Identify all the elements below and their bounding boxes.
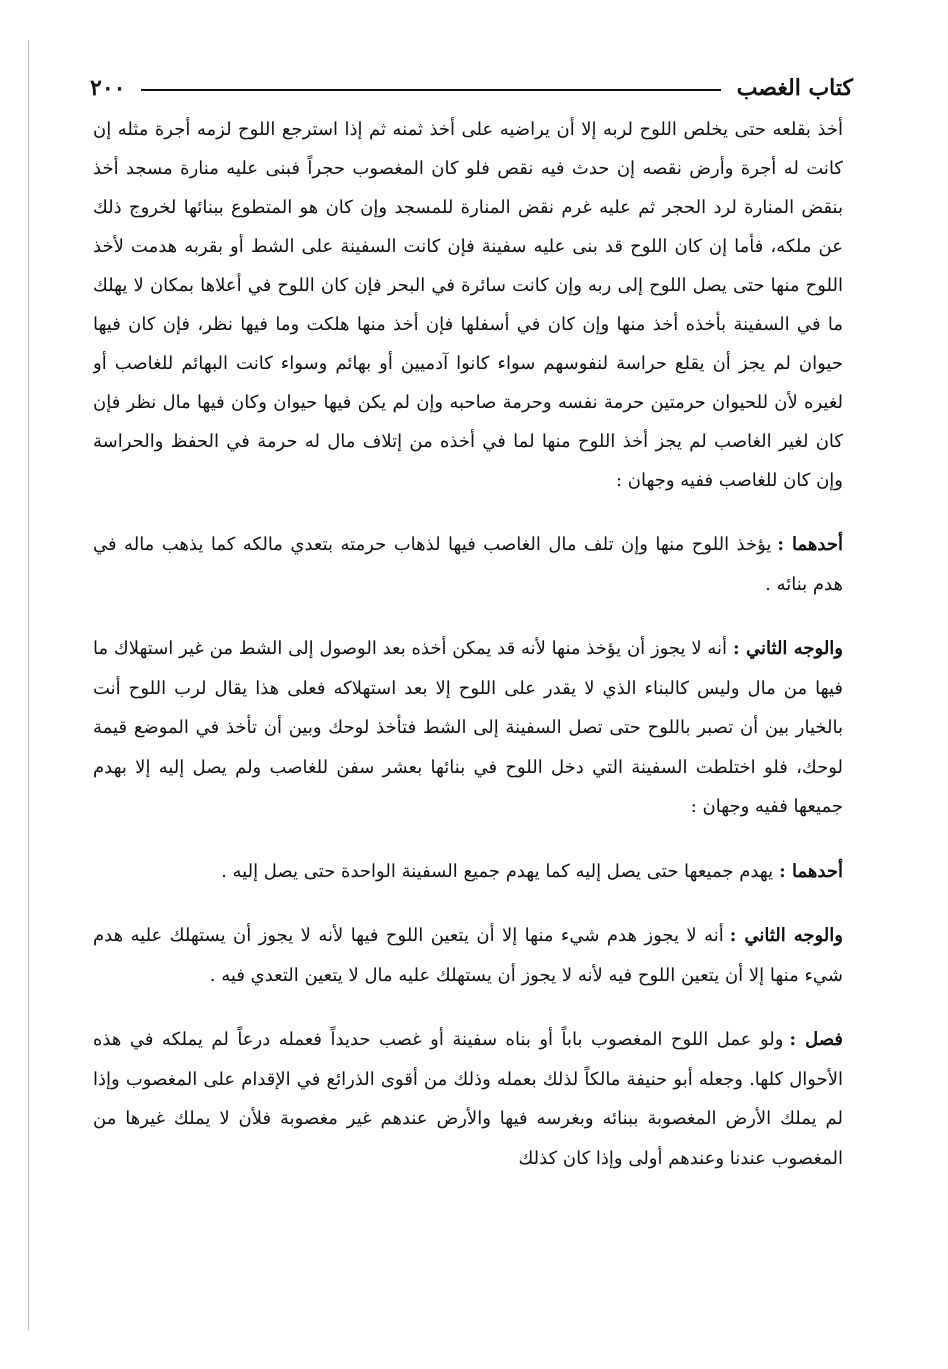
- paragraph: [93, 525, 843, 604]
- paragraph: [93, 110, 843, 500]
- paragraph-text: يهدم جميعها حتى يصل إليه كما يهدم جميع السفينة الواحدة حتى يصل إليه .: [221, 860, 774, 882]
- page-margin-line: [28, 40, 29, 1330]
- paragraph-text: أخذ بقلعه حتى يخلص اللوح لربه إلا أن يراضيه على أخذ ثمنه ثم إذا استرجع اللوح لزمه أجرة مثله إن كانت له أجرة وأرض نقصه إن حدث فيه نقص فلو كان المغصوب حجراً فبنى عليه منارة مسجد أخذ بنقض المنارة لرد الحجر ثم عليه غرم نقض المنارة للمسجد وإن كان هو المتطوع ببنائها لخروج ذلك عن ملكه، فأما إن كان اللوح قد بنى عليه سفينة فإن كانت السفينة على الشط أو بقربه هدمت لأخذ اللوح منها حتى يصل اللوح إلى ربه وإن كانت سائرة في البحر فإن كان اللوح في أعلاها بمكان لا يهلك ما في السفينة بأخذه أخذ منها وإن كان في أسفلها فإن أخذ منها هلكت وما فيها نظر، فإن كان فيها حيوان لم يجز أن يقلع حراسة لنفوسهم سواء كانوا آدميين أو بهائم وسواء كانت البهائم للغاصب أو لغيره لأن للحيوان حرمتين حرمة نفسه وحرمة صاحبه وإن لم يكن فيها حيوان وكان فيها مال نظر فإن كان لغير الغاصب لم يجز أخذ اللوح منها لما في أخذه من إتلاف مال له حرمة في الحفظ والحراسة وإن كان للغاصب ففيه وجهان :: [93, 119, 843, 491]
- paragraph-text: أنه لا يجوز هدم شيء منها إلا أن يتعين اللوح فيها لأنه لا يجوز أن يستهلك عليه هدم شيء منها إلا أن يتعين اللوح فيه لأنه لا يجوز أن يستهلك عليه مال لا يتعين التعدي فيه .: [93, 925, 843, 986]
- book-title: كتاب الغصب: [736, 75, 853, 101]
- header-rule: [141, 89, 720, 91]
- paragraph-text: أنه لا يجوز أن يؤخذ منها لأنه قد يمكن أخذه بعد الوصول إلى الشط من غير استهلاك ما فيها من مال وليس كالبناء الذي لا يقدر على اللوح إلا بعد استهلاكه فعلى هذا يقال لرب اللوح أنت بالخيار بين أن تصبر باللوح حتى تصل السفينة إلى الشط فتأخذ لوحك وبين أن تأخذ في الموضع قيمة لوحك، فلو اختلطت السفينة التي دخل اللوح في بنائها بعشر سفن للغاصب ولم يصل إليه إلا بهدم جميعها ففيه وجهان :: [93, 638, 843, 817]
- paragraph: [93, 916, 843, 995]
- page-number: ٢٠٠: [90, 75, 126, 101]
- running-header: [90, 68, 853, 108]
- paragraph: [93, 852, 843, 892]
- paragraph: [93, 1020, 843, 1178]
- paragraph-lead: والوجه الثاني :: [733, 638, 843, 659]
- paragraph-lead: أحدهما :: [777, 534, 843, 555]
- paragraph-lead: والوجه الثاني :: [729, 925, 843, 946]
- paragraph-text: يؤخذ اللوح منها وإن تلف مال الغاصب فيها لذهاب حرمته بتعدي مالكه كما يذهب ماله في هدم بنائه .: [93, 534, 843, 595]
- paragraph-lead: أحدهما :: [779, 860, 843, 882]
- paragraph-text: ولو عمل اللوح المغصوب باباً أو بناه سفينة أو غصب حديداً فعمله درعاً لم يملكه في هذه الأحوال كلها. وجعله أبو حنيفة مالكاً لذلك بعمله وذلك من أقوى الذرائع في الإقدام على المغصوب وإذا لم يملك الأرض المغصوبة ببنائه وبغرسه فيها والأرض عندهم غير مغصوبة فلأن لا يملك غيرها من المغصوب عندنا وعندهم أولى وإذا كان كذلك: [93, 1029, 843, 1169]
- page-body: [93, 110, 843, 1335]
- paragraph-lead: فصل :: [789, 1029, 843, 1050]
- paragraph: [93, 629, 843, 827]
